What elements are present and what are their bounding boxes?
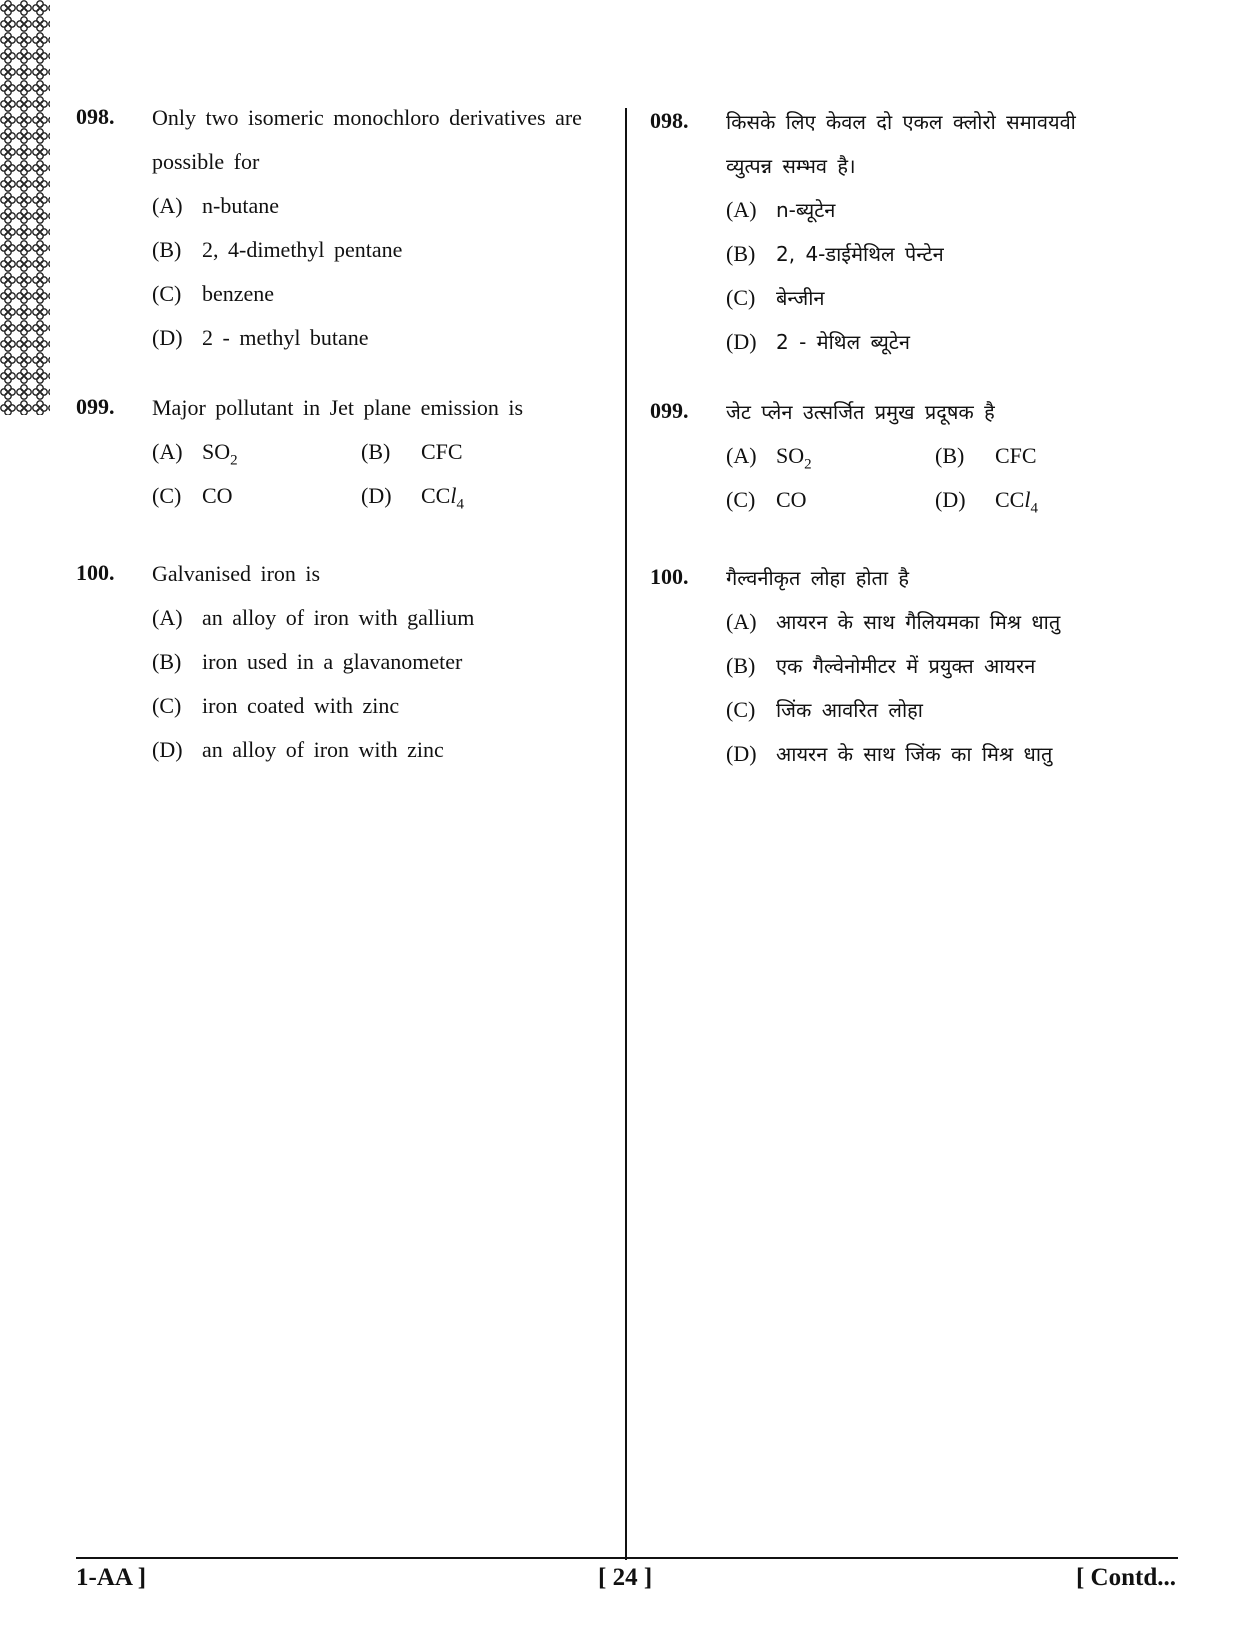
option-text: आयरन के साथ गैलियमका मिश्र धातु [776, 610, 1061, 634]
option-text: n-butane [202, 193, 279, 218]
option-text: CO [776, 487, 807, 512]
option-label: (B) [152, 649, 182, 674]
option-row [152, 438, 523, 482]
option-text: SO [202, 439, 231, 464]
option-label: (C) [726, 697, 756, 722]
question-number: 099. [650, 398, 689, 423]
option [726, 652, 1060, 696]
option-content [202, 605, 474, 630]
option-content [202, 281, 274, 306]
option-row [726, 442, 1037, 486]
option-content [202, 649, 462, 674]
option [152, 192, 582, 236]
option-text: 2 - मेथिल ब्यूटेन [776, 330, 910, 354]
option-label: (A) [152, 439, 183, 464]
option-content [202, 193, 279, 218]
question-text: जेट प्लेन उत्सर्जित प्रमुख प्रदूषक है [726, 400, 995, 424]
option [361, 438, 463, 466]
option-text: CC [421, 483, 451, 508]
question-text: गैल्वनीकृत लोहा होता है [726, 566, 910, 590]
option-label: (B) [935, 443, 965, 468]
question-body [726, 108, 1076, 372]
continued-marker: [ Contd... [1075, 1564, 1176, 1591]
option-label: (C) [152, 483, 182, 508]
option-text: CC [995, 487, 1025, 512]
option-italic-letter: l [450, 483, 457, 508]
question-body [152, 560, 474, 780]
option [152, 604, 474, 648]
option-label: (D) [152, 325, 183, 350]
option-content [202, 693, 399, 718]
option-label: (A) [726, 443, 757, 468]
option-text: CFC [995, 443, 1037, 468]
option-text: एक गैल्वेनोमीटर में प्रयुक्त आयरन [776, 654, 1036, 678]
option [726, 240, 1076, 284]
option-label: (A) [726, 609, 757, 634]
option-label: (C) [152, 281, 182, 306]
option-label: (B) [726, 653, 756, 678]
option [726, 740, 1060, 784]
column-divider [625, 108, 627, 1560]
question-text: Major pollutant in Jet plane emission is [152, 395, 524, 420]
option-subscript: 4 [1030, 500, 1038, 517]
option-label: (D) [726, 741, 757, 766]
question-number: 099. [76, 394, 115, 419]
option-row [726, 486, 1038, 530]
option-text: benzene [202, 281, 275, 306]
option-text: बेन्जीन [776, 286, 825, 310]
option-label: (C) [726, 285, 756, 310]
option-label: (D) [935, 487, 966, 512]
option-content [776, 242, 944, 266]
option-label: (D) [152, 737, 183, 762]
option-label: (A) [152, 605, 183, 630]
option-text: an alloy of iron with zinc [202, 737, 444, 762]
option-content [202, 325, 369, 350]
question-number: 100. [76, 560, 115, 585]
option-text: CO [202, 483, 233, 508]
option [152, 736, 474, 780]
option [935, 442, 1037, 470]
option-content [776, 330, 910, 354]
option [152, 236, 582, 280]
option-text: 2, 4-dimethyl pentane [202, 237, 403, 262]
option-text: iron used in a glavanometer [202, 649, 463, 674]
option-label: (C) [726, 487, 756, 512]
option-italic-letter: l [1024, 487, 1031, 512]
option-text: an alloy of iron with gallium [202, 605, 475, 630]
option-content [202, 237, 402, 262]
option-text: 2 - methyl butane [202, 325, 369, 350]
option-text: जिंक आवरित लोहा [776, 698, 923, 722]
option [152, 482, 233, 510]
question-number: 100. [650, 564, 689, 589]
paper-code: 1-AA ] [76, 1564, 147, 1591]
option-content [202, 737, 444, 762]
option-text: iron coated with zinc [202, 693, 400, 718]
question-body [726, 398, 1038, 530]
option-content [776, 698, 923, 722]
option-content [776, 610, 1060, 634]
option-row [152, 482, 523, 526]
option [152, 438, 238, 474]
option [152, 648, 474, 692]
option-label: (B) [361, 439, 391, 464]
option [152, 280, 582, 324]
footer-rule [76, 1557, 1178, 1559]
option [726, 196, 1076, 240]
option [361, 482, 464, 518]
page-number: [ 24 ] [598, 1564, 653, 1591]
question-number: 098. [650, 108, 689, 133]
option [726, 442, 812, 478]
question-text: possible for [152, 149, 260, 174]
question-body [152, 104, 582, 368]
option [726, 284, 1076, 328]
option-text: आयरन के साथ जिंक का मिश्र धातु [776, 742, 1053, 766]
option-label: (D) [361, 483, 392, 508]
question-text: व्युत्पन्न सम्भव है। [726, 154, 856, 178]
option-subscript: 2 [230, 452, 238, 469]
option-content [776, 654, 1035, 678]
question-body [152, 394, 523, 526]
question-text: किसके लिए केवल दो एकल क्लोरो समावयवी [726, 110, 1076, 134]
option-content [776, 198, 835, 222]
question-text: Only two isomeric monochloro derivatives are [152, 105, 582, 130]
option [152, 692, 474, 736]
option [726, 696, 1060, 740]
option-content [776, 286, 825, 310]
option-subscript: 2 [804, 456, 812, 473]
option-content [776, 742, 1052, 766]
option-text: CFC [421, 439, 463, 464]
question-number: 098. [76, 104, 115, 129]
option [726, 608, 1060, 652]
question-body [726, 564, 1060, 784]
option-label: (D) [726, 329, 757, 354]
option-label: (A) [726, 197, 757, 222]
option-label: (A) [152, 193, 183, 218]
option [935, 486, 1038, 522]
option-label: (C) [152, 693, 182, 718]
option [726, 328, 1076, 372]
option-text: 2, 4-डाईमेथिल पेन्टेन [776, 242, 944, 266]
option-text: SO [776, 443, 805, 468]
option-text: n-ब्यूटेन [776, 198, 836, 222]
option [726, 486, 807, 514]
option-label: (B) [152, 237, 182, 262]
option-label: (B) [726, 241, 756, 266]
decorative-border-pattern [0, 0, 50, 415]
option-subscript: 4 [456, 496, 464, 513]
option [152, 324, 582, 368]
question-text: Galvanised iron is [152, 561, 321, 586]
